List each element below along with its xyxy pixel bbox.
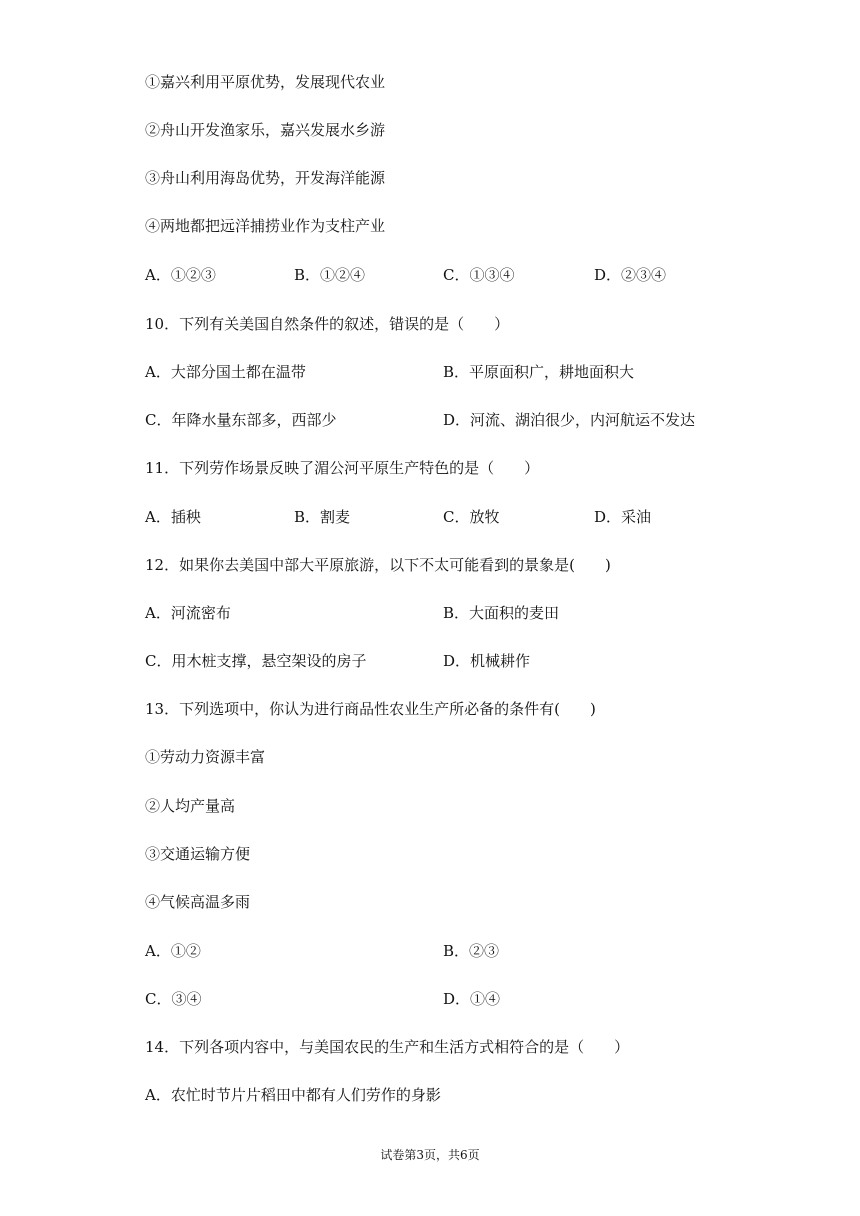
q12-option-a: A．河流密布 [145, 604, 231, 622]
q9-option-c: C．①③④ [443, 266, 515, 284]
q9-option-d: D．②③④ [594, 266, 667, 284]
q10-option-c: C．年降水量东部多，西部少 [145, 411, 337, 429]
q9-option-a: A．①②③ [145, 266, 216, 284]
q11-option-b: B．割麦 [294, 508, 351, 526]
q14-stem: 14．下列各项内容中，与美国农民的生产和生活方式相符合的是（ ） [145, 1038, 630, 1056]
q9-item-3: ③舟山利用海岛优势，开发海洋能源 [145, 169, 386, 187]
q13-stem: 13．下列选项中，你认为进行商品性农业生产所必备的条件有( ) [145, 700, 596, 718]
page-footer: 试卷第3页，共6页 [380, 1148, 480, 1162]
q13-item-2: ②人均产量高 [145, 797, 236, 815]
q12-stem: 12．如果你去美国中部大平原旅游，以下不太可能看到的景象是( ) [145, 556, 611, 574]
q9-item-4: ④两地都把远洋捕捞业作为支柱产业 [145, 217, 386, 235]
q11-option-a: A．插秧 [145, 508, 201, 526]
q11-option-d: D．采油 [594, 508, 652, 526]
q13-option-a: A．①② [145, 942, 201, 960]
q9-item-1: ①嘉兴利用平原优势，发展现代农业 [145, 73, 386, 91]
q9-item-2: ②舟山开发渔家乐，嘉兴发展水乡游 [145, 121, 386, 139]
q13-option-b: B．②③ [443, 942, 500, 960]
q13-option-c: C．③④ [145, 990, 202, 1008]
q14-option-a: A．农忙时节片片稻田中都有人们劳作的身影 [145, 1086, 441, 1104]
q11-stem: 11．下列劳作场景反映了湄公河平原生产特色的是（ ） [145, 459, 540, 477]
q10-option-d: D．河流、湖泊很少，内河航运不发达 [443, 411, 696, 429]
q11-option-c: C．放牧 [443, 508, 500, 526]
q12-option-d: D．机械耕作 [443, 652, 531, 670]
q13-item-4: ④气候高温多雨 [145, 893, 251, 911]
q13-item-1: ①劳动力资源丰富 [145, 748, 266, 766]
q10-option-a: A．大部分国土都在温带 [145, 363, 306, 381]
q12-option-c: C．用木桩支撑，悬空架设的房子 [145, 652, 367, 670]
q12-option-b: B．大面积的麦田 [443, 604, 560, 622]
q13-item-3: ③交通运输方便 [145, 845, 251, 863]
q10-option-b: B．平原面积广，耕地面积大 [443, 363, 635, 381]
q10-stem: 10．下列有关美国自然条件的叙述，错误的是（ ） [145, 315, 510, 333]
q9-option-b: B．①②④ [294, 266, 366, 284]
q13-option-d: D．①④ [443, 990, 501, 1008]
